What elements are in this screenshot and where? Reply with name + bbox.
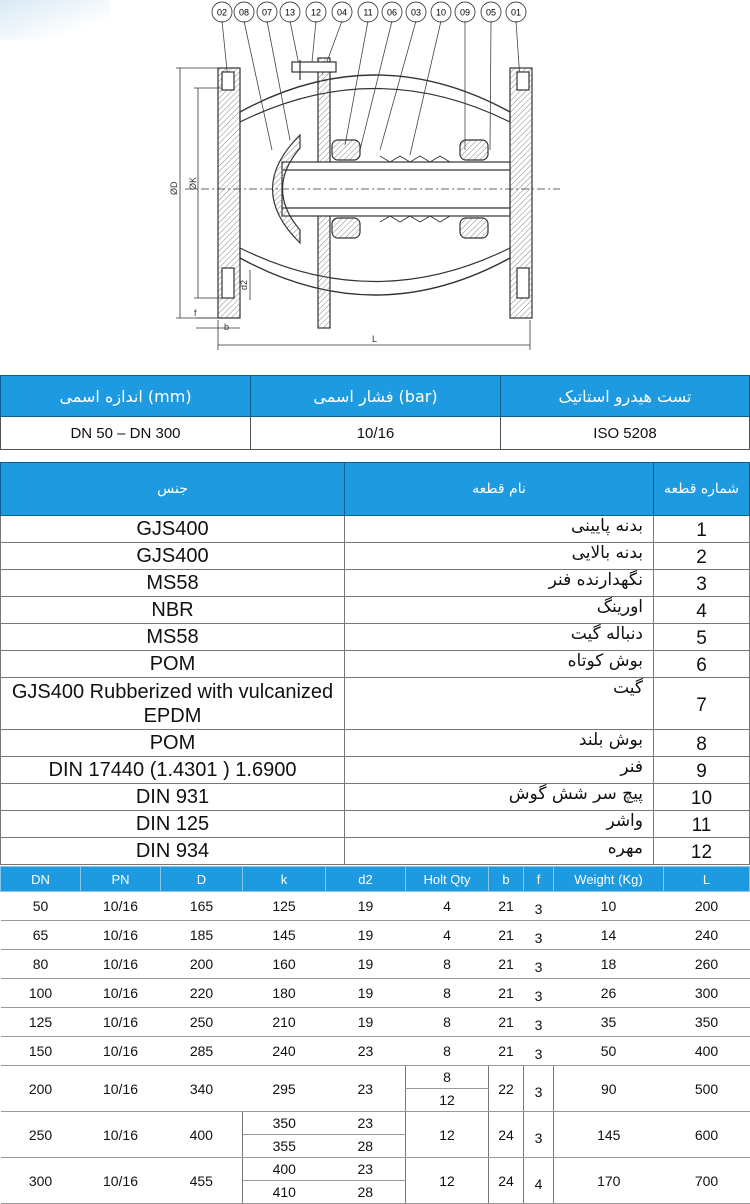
dims-header-cell: D: [161, 867, 243, 892]
part-material: GJS400: [1, 516, 345, 543]
part-number: 12: [654, 838, 750, 865]
part-material: MS58: [1, 624, 345, 651]
dims-cell: 3: [524, 1008, 554, 1037]
dims-cell: 19: [326, 892, 406, 921]
value-hydrostatic-test: ISO 5208: [501, 417, 750, 450]
balloon-label: 05: [485, 7, 497, 18]
dims-cell: 19: [326, 950, 406, 979]
dims-cell: 250: [161, 1008, 243, 1037]
part-number: 11: [654, 811, 750, 838]
parts-row: [1, 838, 750, 865]
dims-cell: 240: [243, 1037, 326, 1066]
dims-cell: 400: [664, 1037, 750, 1066]
dims-cell: 21: [489, 1037, 524, 1066]
part-material: POM: [1, 730, 345, 757]
dims-cell: 3: [524, 1066, 554, 1112]
parts-row: [1, 757, 750, 784]
dims-header-cell: PN: [81, 867, 161, 892]
balloon-label: 11: [363, 7, 373, 18]
dims-header-cell: DN: [1, 867, 81, 892]
dims-cell: 10/16: [81, 979, 161, 1008]
dims-cell: 200: [664, 892, 750, 921]
balloon-label: 08: [238, 7, 250, 18]
dims-cell: 22: [489, 1066, 524, 1112]
dims-cell: 300: [664, 979, 750, 1008]
part-material: POM: [1, 651, 345, 678]
dims-cell: 125: [243, 892, 326, 921]
dims-cell: 8: [406, 1008, 489, 1037]
dims-cell: 500: [664, 1066, 750, 1112]
balloon-label: 07: [261, 7, 273, 18]
dims-cell: 160: [243, 950, 326, 979]
dims-cell: 145: [554, 1112, 664, 1158]
dims-cell: 21: [489, 979, 524, 1008]
dims-cell: 4: [406, 892, 489, 921]
value-nominal-size: DN 50 – DN 300: [1, 417, 251, 450]
dims-header-cell: Weight (Kg): [554, 867, 664, 892]
balloon-label: 10: [435, 7, 447, 18]
balloon-label: 06: [386, 7, 398, 18]
dims-header-cell: L: [664, 867, 750, 892]
dims-cell: 10: [554, 892, 664, 921]
dims-cell: 12: [406, 1089, 489, 1112]
spec-table: [0, 375, 750, 450]
part-name: پیچ سر شش گوش: [345, 784, 654, 811]
part-name: بوش کوتاه: [345, 651, 654, 678]
part-name: نگهدارنده فنر: [345, 570, 654, 597]
dims-cell: 28: [326, 1181, 406, 1204]
dims-cell: 21: [489, 892, 524, 921]
parts-row: [1, 678, 750, 730]
dims-cell: 200: [161, 950, 243, 979]
dims-row: [1, 1037, 750, 1066]
dims-cell: 4: [406, 921, 489, 950]
valve-cross-section-drawing: [0, 0, 750, 372]
dim-phiK: ØK: [188, 176, 198, 190]
dims-cell: 8: [406, 1037, 489, 1066]
parts-row: [1, 597, 750, 624]
dims-row-300: [1, 1158, 750, 1181]
dims-cell: 21: [489, 1008, 524, 1037]
part-name: بدنه بالایی: [345, 543, 654, 570]
dims-cell: 200: [1, 1066, 81, 1112]
dims-cell: 300: [1, 1158, 81, 1204]
dims-cell: 355: [243, 1135, 326, 1158]
spec-value-row: [1, 417, 750, 450]
dims-cell: 10/16: [81, 1008, 161, 1037]
dims-cell: 8: [406, 979, 489, 1008]
header-hydrostatic-test: تست هیدرو استاتیک: [501, 376, 750, 417]
dims-cell: 65: [1, 921, 81, 950]
dims-cell: 220: [161, 979, 243, 1008]
parts-row: [1, 570, 750, 597]
dims-cell: 400: [161, 1112, 243, 1158]
dim-L: L: [372, 334, 378, 344]
dims-cell: 350: [664, 1008, 750, 1037]
dims-cell: 3: [524, 979, 554, 1008]
part-name: فنر: [345, 757, 654, 784]
part-material: DIN 931: [1, 784, 345, 811]
part-number: 6: [654, 651, 750, 678]
dims-header-cell: f: [524, 867, 554, 892]
part-number: 4: [654, 597, 750, 624]
part-number: 3: [654, 570, 750, 597]
dims-cell: 455: [161, 1158, 243, 1204]
dims-cell: 3: [524, 950, 554, 979]
header-part-name: نام قطعه: [345, 463, 654, 516]
part-material: DIN 125: [1, 811, 345, 838]
part-name: بدنه پایینی: [345, 516, 654, 543]
dims-cell: 3: [524, 1112, 554, 1158]
dims-cell: 8: [406, 950, 489, 979]
dims-cell: 50: [1, 892, 81, 921]
spec-header-row: [1, 376, 750, 417]
balloon-label: 09: [459, 7, 471, 18]
dims-row: [1, 921, 750, 950]
dims-cell: 21: [489, 921, 524, 950]
header-material: جنس: [1, 463, 345, 516]
dims-cell: 350: [243, 1112, 326, 1135]
dims-cell: 180: [243, 979, 326, 1008]
parts-row: [1, 784, 750, 811]
parts-row: [1, 811, 750, 838]
dims-cell: 10/16: [81, 950, 161, 979]
part-material: MS58: [1, 570, 345, 597]
dims-cell: 125: [1, 1008, 81, 1037]
dims-cell: 80: [1, 950, 81, 979]
dims-cell: 340: [161, 1066, 243, 1112]
dims-cell: 28: [326, 1135, 406, 1158]
dims-cell: 260: [664, 950, 750, 979]
dims-cell: 10/16: [81, 1158, 161, 1204]
parts-table: [0, 462, 750, 865]
balloon-label: 04: [336, 7, 348, 18]
parts-row: [1, 516, 750, 543]
parts-row: [1, 730, 750, 757]
dims-cell: 250: [1, 1112, 81, 1158]
header-part-number: شماره قطعه: [654, 463, 750, 516]
part-number: 7: [654, 678, 750, 730]
dims-cell: 10/16: [81, 892, 161, 921]
parts-header-row: [1, 463, 750, 516]
dims-cell: 24: [489, 1158, 524, 1204]
part-material: GJS400: [1, 543, 345, 570]
dims-cell: 400: [243, 1158, 326, 1181]
balloon-label: 03: [410, 7, 422, 18]
dims-cell: 12: [406, 1158, 489, 1204]
dims-cell: 285: [161, 1037, 243, 1066]
dims-cell: 50: [554, 1037, 664, 1066]
dims-cell: 145: [243, 921, 326, 950]
balloon-label: 13: [284, 7, 296, 18]
dims-cell: 23: [326, 1066, 406, 1112]
dims-cell: 14: [554, 921, 664, 950]
part-name: بوش بلند: [345, 730, 654, 757]
dims-row: [1, 892, 750, 921]
dims-header-cell: k: [243, 867, 326, 892]
part-balloons: [212, 2, 526, 22]
dims-cell: 19: [326, 921, 406, 950]
dims-cell: 35: [554, 1008, 664, 1037]
dims-row: [1, 950, 750, 979]
part-number: 9: [654, 757, 750, 784]
dims-cell: 12: [406, 1112, 489, 1158]
balloon-label: 02: [216, 7, 228, 18]
dims-cell: 3: [524, 892, 554, 921]
dims-cell: 240: [664, 921, 750, 950]
dims-cell: 23: [326, 1112, 406, 1135]
dims-row-200: [1, 1066, 750, 1089]
part-number: 10: [654, 784, 750, 811]
dims-cell: 700: [664, 1158, 750, 1204]
dims-header-cell: b: [489, 867, 524, 892]
dims-cell: 185: [161, 921, 243, 950]
dims-row: [1, 979, 750, 1008]
dims-cell: 3: [524, 1037, 554, 1066]
dims-cell: 100: [1, 979, 81, 1008]
dims-cell: 3: [524, 921, 554, 950]
dims-cell: 295: [243, 1066, 326, 1112]
dims-header-cell: Holt Qty: [406, 867, 489, 892]
dim-b: b: [224, 322, 230, 332]
dims-cell: 26: [554, 979, 664, 1008]
dims-cell: 23: [326, 1037, 406, 1066]
value-nominal-pressure: 10/16: [251, 417, 501, 450]
dims-cell: 23: [326, 1158, 406, 1181]
dims-cell: 150: [1, 1037, 81, 1066]
dims-cell: 210: [243, 1008, 326, 1037]
dimensions-table: [0, 866, 750, 1204]
dims-row: [1, 1008, 750, 1037]
part-material: DIN 17440 (1.4301 ) 1.6900: [1, 757, 345, 784]
balloon-label: 01: [510, 7, 522, 18]
header-nominal-size: اندازه اسمی (mm): [1, 376, 251, 417]
part-name: گیت: [345, 678, 654, 730]
parts-row: [1, 624, 750, 651]
dim-phiD: ØD: [169, 181, 179, 195]
part-number: 8: [654, 730, 750, 757]
dims-cell: 410: [243, 1181, 326, 1204]
part-name: مهره: [345, 838, 654, 865]
dims-cell: 90: [554, 1066, 664, 1112]
dims-row-250: [1, 1112, 750, 1135]
dims-cell: 10/16: [81, 921, 161, 950]
dims-cell: 170: [554, 1158, 664, 1204]
part-name: واشر: [345, 811, 654, 838]
dims-cell: 19: [326, 979, 406, 1008]
header-nominal-pressure: فشار اسمی (bar): [251, 376, 501, 417]
dims-cell: 24: [489, 1112, 524, 1158]
part-material: GJS400 Rubberized with vulcanized EPDM: [1, 678, 345, 730]
balloon-label: 12: [310, 7, 322, 18]
dims-header-row: [1, 867, 750, 892]
dims-cell: 165: [161, 892, 243, 921]
dims-cell: 10/16: [81, 1066, 161, 1112]
part-material: NBR: [1, 597, 345, 624]
dims-cell: 10/16: [81, 1112, 161, 1158]
dims-cell: 8: [406, 1066, 489, 1089]
part-material: DIN 934: [1, 838, 345, 865]
dims-cell: 4: [524, 1158, 554, 1204]
part-name: دنباله گیت: [345, 624, 654, 651]
part-number: 1: [654, 516, 750, 543]
dims-header-cell: d2: [326, 867, 406, 892]
parts-row: [1, 651, 750, 678]
parts-row: [1, 543, 750, 570]
part-name: اورینگ: [345, 597, 654, 624]
dim-d2: d2: [239, 279, 249, 290]
dims-cell: 21: [489, 950, 524, 979]
dims-cell: 600: [664, 1112, 750, 1158]
part-number: 2: [654, 543, 750, 570]
dims-cell: 10/16: [81, 1037, 161, 1066]
dims-cell: 18: [554, 950, 664, 979]
part-number: 5: [654, 624, 750, 651]
dims-cell: 19: [326, 1008, 406, 1037]
dim-f: f: [194, 308, 197, 318]
